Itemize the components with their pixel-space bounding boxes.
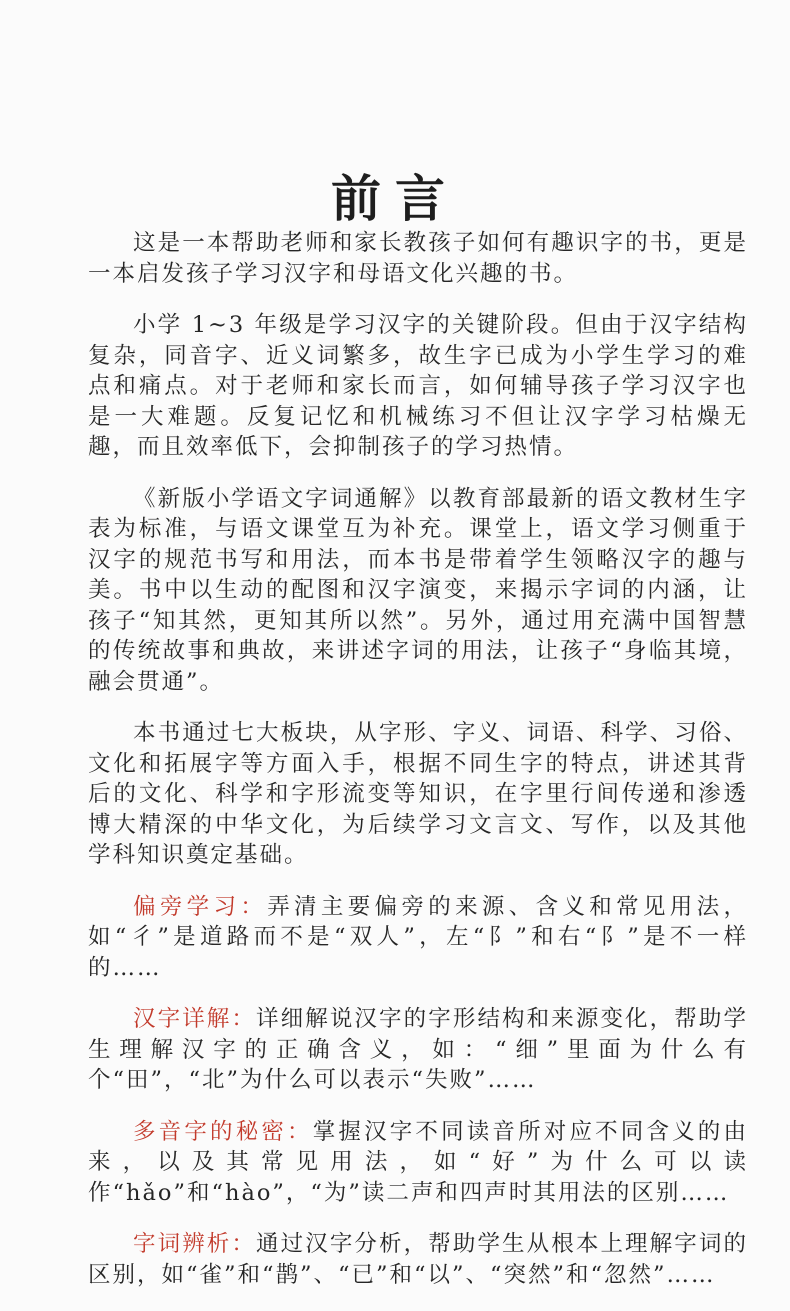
section-text: 掌握汉字不同读音所对应不同含义的由来，以及其常见用法，如“好”为什么可以读作“hǎo”和“hào”，“为”读二声和四声时其用法的区别…… [88, 1118, 748, 1206]
section-label: 汉字详解： [133, 1006, 257, 1032]
paragraph: 本书通过七大板块，从字形、字义、词语、科学、习俗、文化和拓展字等方面入手，根据不同生字的特点，讲述其背后的文化、科学和字形流变等知识，在字里行间传递和渗透博大精深的中华文化，为后续学习文言文、写作，以及其他学科知识奠定基础。 [88, 720, 748, 868]
section-label: 多音字的秘密： [133, 1118, 313, 1145]
paragraph: 小学 1~3 年级是学习汉字的关键阶段。但由于汉字结构复杂，同音字、近义词繁多，故生字已成为小学生学习的难点和痛点。对于老师和家长而言，如何辅导孩子学习汉字也是一大难题。反复记忆和机械练习不但让汉字学习枯燥无趣，而且效率低下，会抑制孩子的学习热情。 [88, 312, 748, 460]
page-title: 前言 [331, 168, 459, 228]
section-radicals [88, 892, 748, 984]
paragraph: 《新版小学语文字词通解》以教育部最新的语文教材生字表为标准，与语文课堂互为补充。课堂上，语文学习侧重于汉字的规范书写和用法，而本书是带着学生领略汉字的趣与美。书中以生动的配图和汉字演变，来揭示字词的内涵，让孩子“知其然，更知其所以然”。另外，通过用充满中国智慧的传统故事和典故，来讲述字词的用法，让孩子“身临其境，融会贯通”。 [88, 485, 748, 695]
section-character-explained [88, 1004, 748, 1096]
section-text: 通过汉字分析，帮助学生从根本上理解字词的区别，如“雀”和“鹊”、“已”和“以”、“突然”和“忽然”…… [88, 1231, 748, 1288]
paragraph: 这是一本帮助老师和家长教孩子如何有趣识字的书，更是一本启发孩子学习汉字和母语文化兴趣的书。 [88, 230, 748, 287]
section-label: 字词辨析： [133, 1231, 257, 1257]
section-word-distinction [88, 1229, 748, 1290]
preface-body [88, 228, 748, 1311]
section-label: 偏旁学习： [133, 893, 268, 920]
section-text: 详细解说汉字的字形结构和来源变化，帮助学生理解汉字的正确含义，如：“细”里面为什么有个“田”，“北”为什么可以表示“失败”…… [88, 1006, 748, 1093]
section-text: 弄清主要偏旁的来源、含义和常见用法，如“彳”是道路而不是“双人”，左“阝”和右“阝”是不一样的…… [88, 893, 748, 981]
section-polyphones [88, 1117, 748, 1209]
